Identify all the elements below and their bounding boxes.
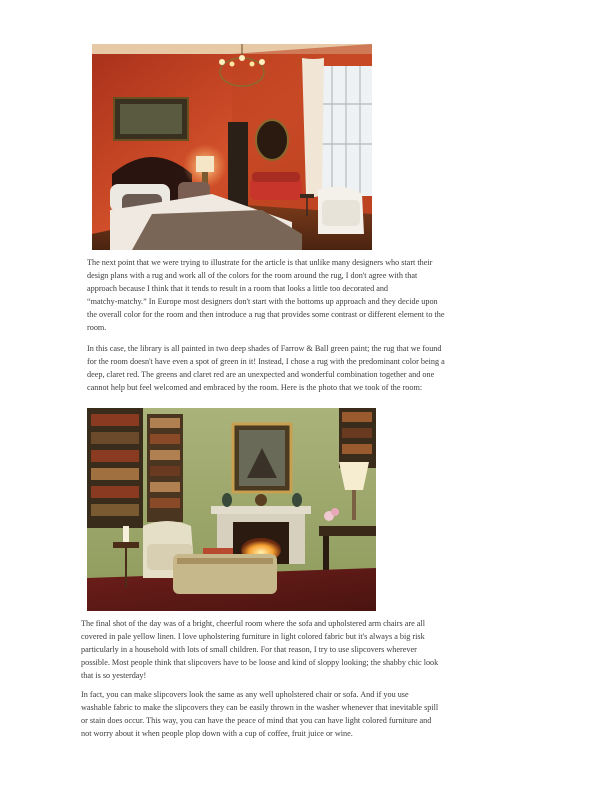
text-line: The final shot of the day was of a bright, cheerful room where the sofa and upholstered arm chairs are all — [81, 619, 425, 628]
text-line: covered in pale yellow linen. I love upholstering furniture in light colored fabric but it's always a big risk — [81, 632, 425, 642]
text-line: or stain does occur. This way, you can have the peace of mind that you can have light colored furniture and — [81, 716, 432, 726]
text-line: design plans with a rug and work all of the colors for the room around the rug, I don't agree with that — [87, 271, 418, 281]
text-line: possible. Most people think that slipcovers have to be loose and kind of sloppy looking; the shabby chic look — [81, 658, 439, 668]
text-line: particularly in a household with lots of small children. For that reason, I try to use slipcovers wherever — [81, 645, 417, 655]
text-line: cannot help but feel welcomed and embraced by the room. Here is the photo that we took of the room: — [87, 383, 423, 393]
bedroom-photo — [92, 44, 372, 250]
text-line: The next point that we were trying to illustrate for the article is that unlike many designers who start their — [87, 258, 433, 267]
paragraph-rug-approach — [87, 256, 487, 335]
text-line: room. — [87, 323, 107, 333]
text-line: that is so yesterday! — [81, 671, 147, 681]
paragraph-library — [87, 342, 487, 394]
text-line: deep, claret red. The greens and claret red are an unexpected and wonderful combination together and one — [87, 370, 435, 380]
text-line: not worry about it when people plop down with a cup of coffee, fruit juice or wine. — [81, 729, 353, 739]
text-line: In fact, you can make slipcovers look the same as any well upholstered chair or sofa. And if you use — [81, 690, 409, 699]
text-line: In this case, the library is all painted in two deep shades of Farrow & Ball green paint; the rug that we found — [87, 344, 442, 353]
paragraph-washable-fabric — [81, 688, 501, 740]
text-line: for the room doesn't have even a spot of green in it! Instead, I chose a rug with the predominant color being a — [87, 357, 445, 367]
text-line: the overall color for the room and then introduce a rug that provides some contrast or different element to the — [87, 310, 445, 320]
text-line: “matchy-matchy.” In Europe most designers don't start with the bottoms up approach and they decide upon — [87, 297, 438, 307]
library-photo — [87, 408, 376, 611]
paragraph-slipcovers — [81, 617, 501, 682]
text-line: washable fabric to make the slipcovers they can be easily thrown in the washer whenever that inevitable spill — [81, 703, 439, 713]
text-line: approach because I think that it tends to result in a room that looks a little too decorated and — [87, 284, 389, 294]
